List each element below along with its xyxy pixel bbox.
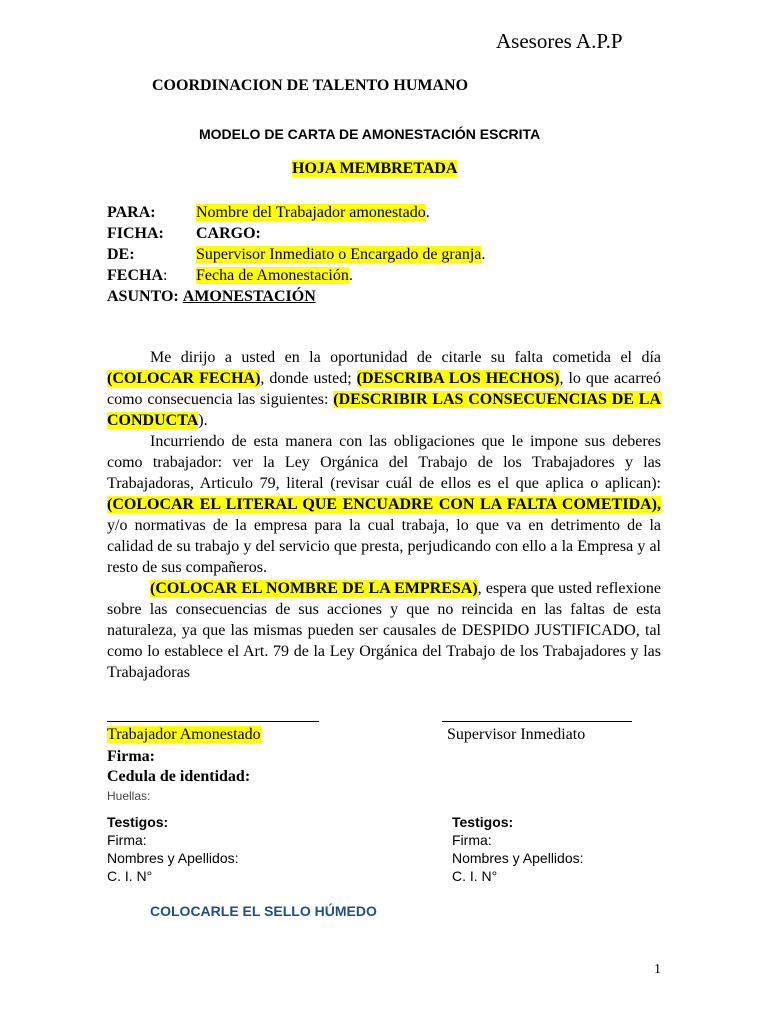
para-label: PARA: [107,204,156,221]
p2-text-b: y/o normativas de la empresa para la cual trabaja, lo que va en detrimento de la calidad de su trabajo y del servicio que presta, perjudicando con ello a la Empresa y al resto de sus compañeros. [107,517,661,576]
fecha-label: FECHA [107,267,163,284]
witnesses-title: Testigos: [452,814,514,830]
field-de: DE: Supervisor Inmediato o Encargado de granja. [107,246,486,263]
paragraph-2 [107,431,661,578]
de-label: DE: [107,246,135,263]
p1-text-d: ). [198,412,208,429]
p3-text-a: , espera que usted reflexione sobre las consecuencias de sus acciones y que no reincida en las faltas de esta naturaleza, ya que las mismas pueden ser causales de DESPIDO JUSTIFICADO, tal como lo establece el Art. 79 de la Ley Orgánica del Trabajo de los Trabajadores y las Trabajadoras [107,580,661,681]
signature-line-supervisor [442,721,632,722]
witnesses-block-left [107,813,239,885]
placeholder-describa-hechos: (DESCRIBA LOS HECHOS) [356,370,560,387]
worker-huellas-label: Huellas: [107,789,151,803]
signature-line-worker [107,721,319,722]
fecha-value: Fecha de Amonestación [196,267,349,284]
field-para: PARA: Nombre del Trabajador amonestado. [107,204,430,221]
witnesses-title: Testigos: [107,814,169,830]
worker-cedula-label: Cedula de identidad: [107,768,251,785]
witness-firma-label: Firma: [452,832,492,848]
asunto-label: ASUNTO: [107,288,179,305]
org-title: COORDINACION DE TALENTO HUMANO [152,77,469,94]
worker-signature-label: Trabajador Amonestado [107,726,261,743]
worker-signature-block [107,726,261,744]
seal-instruction: COLOCARLE EL SELLO HÚMEDO [150,903,377,919]
paragraph-1 [107,347,661,431]
witness-ci-label: C. I. N° [107,868,153,884]
p1-text-b: , donde usted; [260,370,357,387]
de-value: Supervisor Inmediato o Encargado de granja [196,246,482,263]
document-title: MODELO DE CARTA DE AMONESTACIÓN ESCRITA [199,126,541,142]
ficha-label: FICHA: [107,225,164,242]
paragraph-3 [107,578,661,683]
letterhead-label: HOJA MEMBRETADA [292,160,458,177]
p1-text-a: Me dirijo a usted en la oportunidad de citarle su falta cometida el día [150,349,661,366]
letterhead-placeholder [292,160,457,178]
para-value: Nombre del Trabajador amonestado [196,204,426,221]
page-number: 1 [654,962,661,977]
p2-text-a: Incurriendo de esta manera con las obligaciones que le impone sus deberes como trabajador: ver la Ley Orgánica del Trabajo de los Trabajadores y las Trabajadoras, Articulo 79, literal (revisar cuál de ellos es el que aplica o aplican): [107,433,661,492]
witness-firma-label: Firma: [107,832,147,848]
placeholder-colocar-fecha: (COLOCAR FECHA) [107,370,261,387]
p1-text-c: , lo que acarreó como consecuencia las siguientes: [107,370,662,408]
letter-body [107,347,661,683]
placeholder-describir-consecuencias: (DESCRIBIR LAS CONSECUENCIAS DE LA CONDUCTA [107,391,661,429]
asunto-value: AMONESTACIÓN [182,288,316,305]
field-asunto [107,287,316,307]
witness-names-label: Nombres y Apellidos: [452,850,584,866]
witness-names-label: Nombres y Apellidos: [107,850,239,866]
witnesses-block-right [452,813,584,885]
placeholder-colocar-literal: (COLOCAR EL LITERAL QUE ENCUADRE CON LA FALTA COMETIDA), [107,496,661,513]
supervisor-signature-label: Supervisor Inmediato [447,726,586,743]
field-ficha-cargo [107,224,261,244]
witness-ci-label: C. I. N° [452,868,498,884]
placeholder-nombre-empresa: (COLOCAR EL NOMBRE DE LA EMPRESA) [150,580,478,597]
worker-firma-label: Firma: [107,748,155,765]
field-fecha: FECHA: Fecha de Amonestación. [107,267,353,284]
cargo-label: CARGO: [196,225,261,242]
company-header: Asesores A.P.P [496,29,623,53]
